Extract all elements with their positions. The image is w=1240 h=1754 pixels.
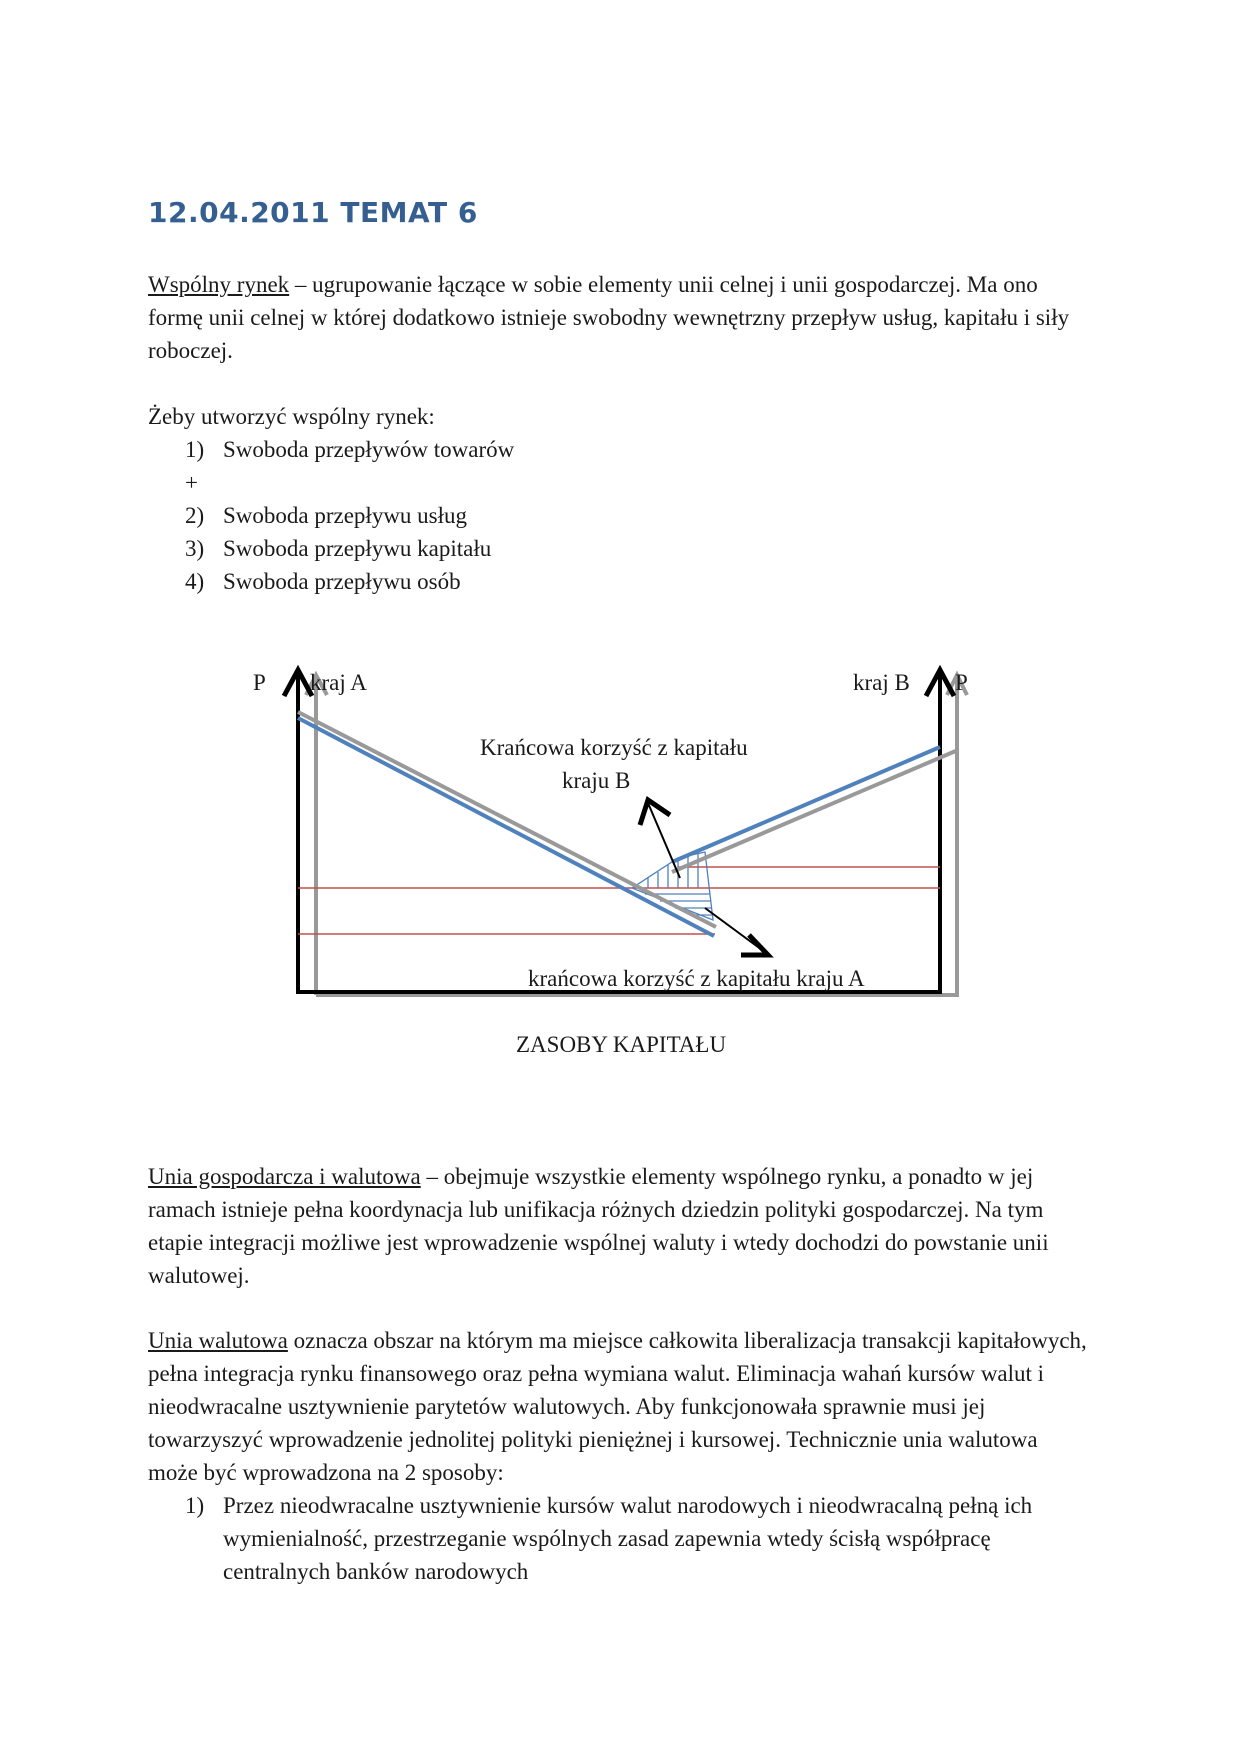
label-b-line1: Krańcowa korzyść z kapitału: [480, 735, 748, 760]
curve-b: [672, 747, 940, 862]
term-common-market: Wspólny rynek: [148, 272, 290, 297]
x-axis-title: ZASOBY KAPITAŁU: [516, 1032, 727, 1057]
country-b-label: kraj B: [853, 670, 910, 695]
definition-economic-union: – obejmuje wszystkie elementy wspólnego rynku, a ponadto w jej ramach istnieje pełna koordynacja lub unifikacja różnych dziedzin polityki gospodarczej. Na tym etapie integracji możliwe jest wprowadzenie wspólnej waluty i wtedy dochodzi do powstanie unii walutowej.: [148, 1164, 1049, 1288]
label-a: krańcowa korzyść z kapitału kraju A: [528, 966, 865, 991]
axis-right-label: P: [955, 670, 968, 695]
curve-b-shadow: [672, 750, 958, 872]
country-a-label: kraj A: [310, 670, 367, 695]
list-item-text: Swoboda przepływu kapitału: [223, 536, 492, 561]
definition-monetary-union: oznacza obszar na którym ma miejsce całkowita liberalizacja transakcji kapitałowych, pełna integracja rynku finansowego oraz pełna wymiana walut. Eliminacja wahań kursów walut i nieodwracalne usztywnienie parytetów walutowych. Aby funkcjonowała sprawnie musi jej towarzyszyć wprowadzenie jednolitej polityki pieniężnej i kursowej. Technicznie unia walutowa może być wprowadzona na 2 sposoby:: [148, 1328, 1087, 1485]
list-item-number: 1): [185, 1493, 205, 1518]
list-intro: Żeby utworzyć wspólny rynek:: [148, 404, 435, 429]
list-item-text: Swoboda przepływu osób: [223, 569, 461, 594]
list-item-number: 3): [185, 536, 205, 561]
list-item-number: 2): [185, 503, 205, 528]
axis-left-label: P: [253, 670, 266, 695]
pointer-a-line: [705, 908, 762, 950]
page-title: 12.04.2011 TEMAT 6: [148, 196, 478, 229]
paragraph-economic-union: [148, 1160, 1093, 1292]
list-item-text: Przez nieodwracalne usztywnienie kursów walut narodowych i nieodwracalną pełną ich wymienialność, przestrzeganie wspólnych zasad zapewnia wtedy ścisłą współpracę centralnych banków narodowych: [223, 1493, 1033, 1584]
term-economic-union: Unia gospodarcza i walutowa: [148, 1164, 421, 1189]
paragraph-monetary-union: [148, 1324, 1093, 1489]
label-b-line2: kraju B: [562, 768, 631, 793]
definition-common-market: – ugrupowanie łączące w sobie elementy unii celnej i unii gospodarczej. Ma ono formę unii celnej w której dodatkowo istnieje swobodny wewnętrzny przepływ usług, kapitału i siły roboczej.: [148, 272, 1070, 363]
plus-sign: +: [185, 470, 198, 495]
methods-list: [185, 1489, 1075, 1588]
term-monetary-union: Unia walutowa: [148, 1328, 288, 1353]
list-item-text: Swoboda przepływów towarów: [223, 437, 515, 462]
list-item-number: 1): [185, 437, 205, 462]
list-item-text: Swoboda przepływu usług: [223, 503, 468, 528]
list-item-number: 4): [185, 569, 205, 594]
list-item: [185, 1489, 1075, 1588]
